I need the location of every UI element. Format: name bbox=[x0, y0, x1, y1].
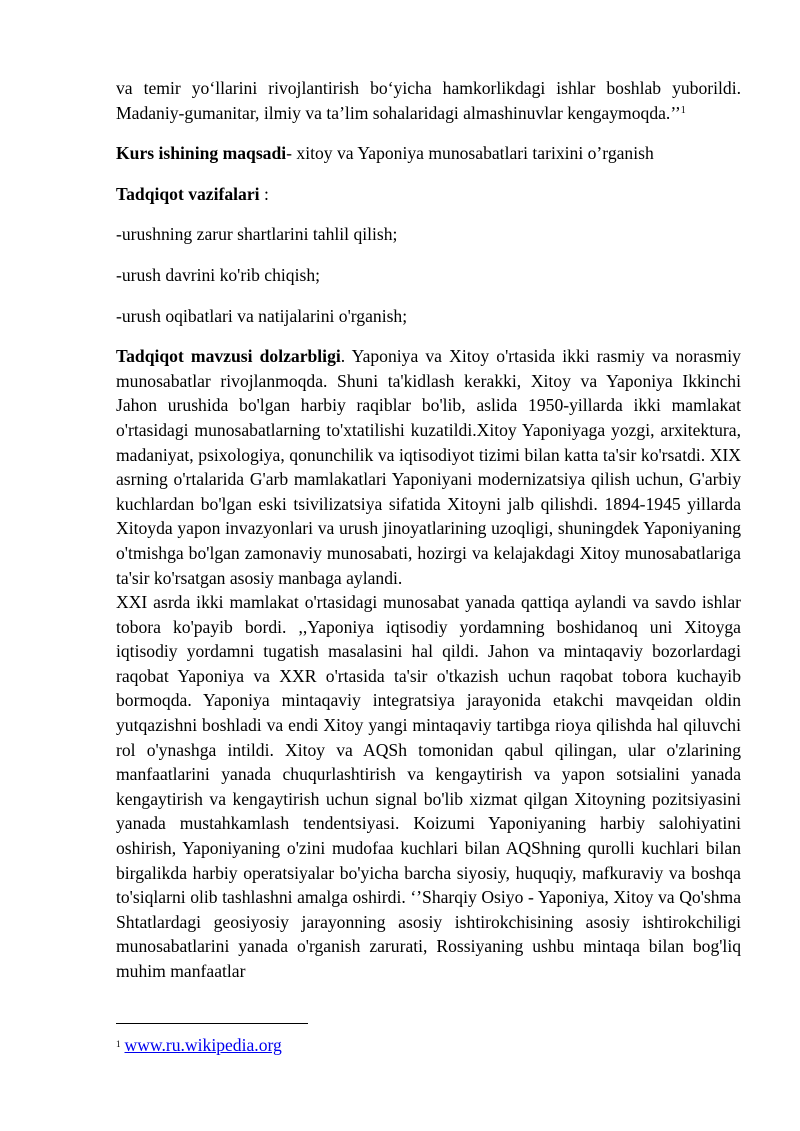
relevance-label: Tadqiqot mavzusi dolzarbligi bbox=[116, 346, 341, 367]
task-item: -urushning zarur shartlarini tahlil qilish; bbox=[116, 224, 398, 245]
tasks-label: Tadqiqot vazifalari bbox=[116, 183, 260, 204]
relevance-paragraph-continued: XXI asrda ikki mamlakat o'rtasidagi munosabat yanada qattiqa aylandi va savdo ishlar tobora ko'payib bordi. ,,Yaponiya iqtisodiy yordamning boshidanoq uni Xitoyga iqtisodiy yordamni tugatish masalasini hal qildi. Jahon va mintaqaviy bozorlardagi raqobat Yaponiya va XXR o'rtasida ta'sir o'tkazish uchun raqobat tobora kuchayib bormoqda. Yaponiya mintaqaviy integratsiya jarayonida etakchi mavqeidan oldin yutqazishni boshladi va endi Xitoy yangi mintaqaviy tartibga rioya qilishda hal qiluvchi rol o'ynashga intildi. Xitoy va AQSh tomonidan qabul qilingan, ular o'zlarining manfaatlarini yanada chuqurlashtirish va kengaytirish va yapon sotsialini yanada kengaytirish va kengaytirish uchun signal bo'lib xizmat qilgan Xitoyning pozitsiyasini yanada mustahkamlash tendentsiyasi. Koizumi Yaponiyaning harbiy salohiyatini oshirish, Yaponiyaning o'zini mudofaa kuchlari bilan AQShning qurolli kuchlari bilan birgalikda harbiy operatsiyalar bo'yicha barcha siyosiy, huquqiy, mafkuraviy va boshqa to'siqlarni olib tashlashni amalga oshirdi. ‘’Sharqiy Osiyo - Yaponiya, Xitoy va Qo'shma Shtatlardagi geosiyosiy jarayonning asosiy ishtirokchisining asosiy ishtirokchiligi munosabatlarini yanada o'rganish zarurati, Rossiyaning ushbu mintaqa bilan bog'liq muhim manfaatlar bbox=[116, 592, 741, 981]
page-body bbox=[116, 76, 741, 984]
goal-label: Kurs ishining maqsadi bbox=[116, 143, 287, 164]
task-item: -urush oqibatlari va natijalarini o'rganish; bbox=[116, 305, 408, 326]
task-item: -urush davrini ko'rib chiqish; bbox=[116, 264, 321, 285]
footnote-number: 1 bbox=[116, 1039, 121, 1049]
footnote-separator bbox=[116, 1023, 308, 1024]
intro-text: va temir yo‘llarini rivojlantirish bo‘yicha hamkorlikdagi ishlar boshlab yuborildi. Madaniy-gumanitar, ilmiy va ta’lim sohalaridagi almashinuvlar kengaymoqda.’’ bbox=[116, 78, 741, 123]
goal-text: - xitoy va Yaponiya munosabatlari tarixini o’rganish bbox=[286, 143, 654, 164]
tasks-suffix: : bbox=[259, 183, 269, 204]
footnote-reference[interactable]: 1 bbox=[680, 104, 686, 116]
footnote-link[interactable]: www.ru.wikipedia.org bbox=[124, 1035, 282, 1055]
goal-paragraph bbox=[116, 141, 741, 166]
relevance-text: . Yaponiya va Xitoy o'rtasida ikki rasmiy va norasmiy munosabatlar rivojlanmoqda. Shuni ta'kidlash kerakki, Xitoy va Yaponiya Ikkinchi Jahon urushida bo'lgan harbiy raqiblar bo'lib, aslida 1950-yillarda ikki mamlakat o'rtasidagi munosabatlarning to'xtatilishi kuzatildi.Xitoy Yaponiyaga yozgi, arxitektura, madaniyat, psixologiya, qonunchilik va iqtisodiyot tizimi bilan katta ta'sir ko'rsatdi. XIX asrning o'rtalarida G'arb mamlakatlari Yaponiyani modernizatsiya qilish uchun, G'arbiy kuchlardan bo'lgan eski tsivilizatsiya sifatida Xitoyni jalb qilishdi. 1894-1945 yillarda Xitoyda yapon invazyonlari va urush jinoyatlarining uzoqligi, shuningdek Yaponiyaning o'tmishga bo'lgan zamonaviy munosabati, hozirgi va kelajakdagi Xitoy munosabatlariga ta'sir ko'rsatgan asosiy manbaga aylandi. bbox=[116, 346, 741, 588]
tasks-heading bbox=[116, 182, 741, 207]
relevance-paragraph bbox=[116, 344, 741, 590]
footnote bbox=[116, 1033, 282, 1056]
intro-paragraph bbox=[116, 76, 741, 125]
